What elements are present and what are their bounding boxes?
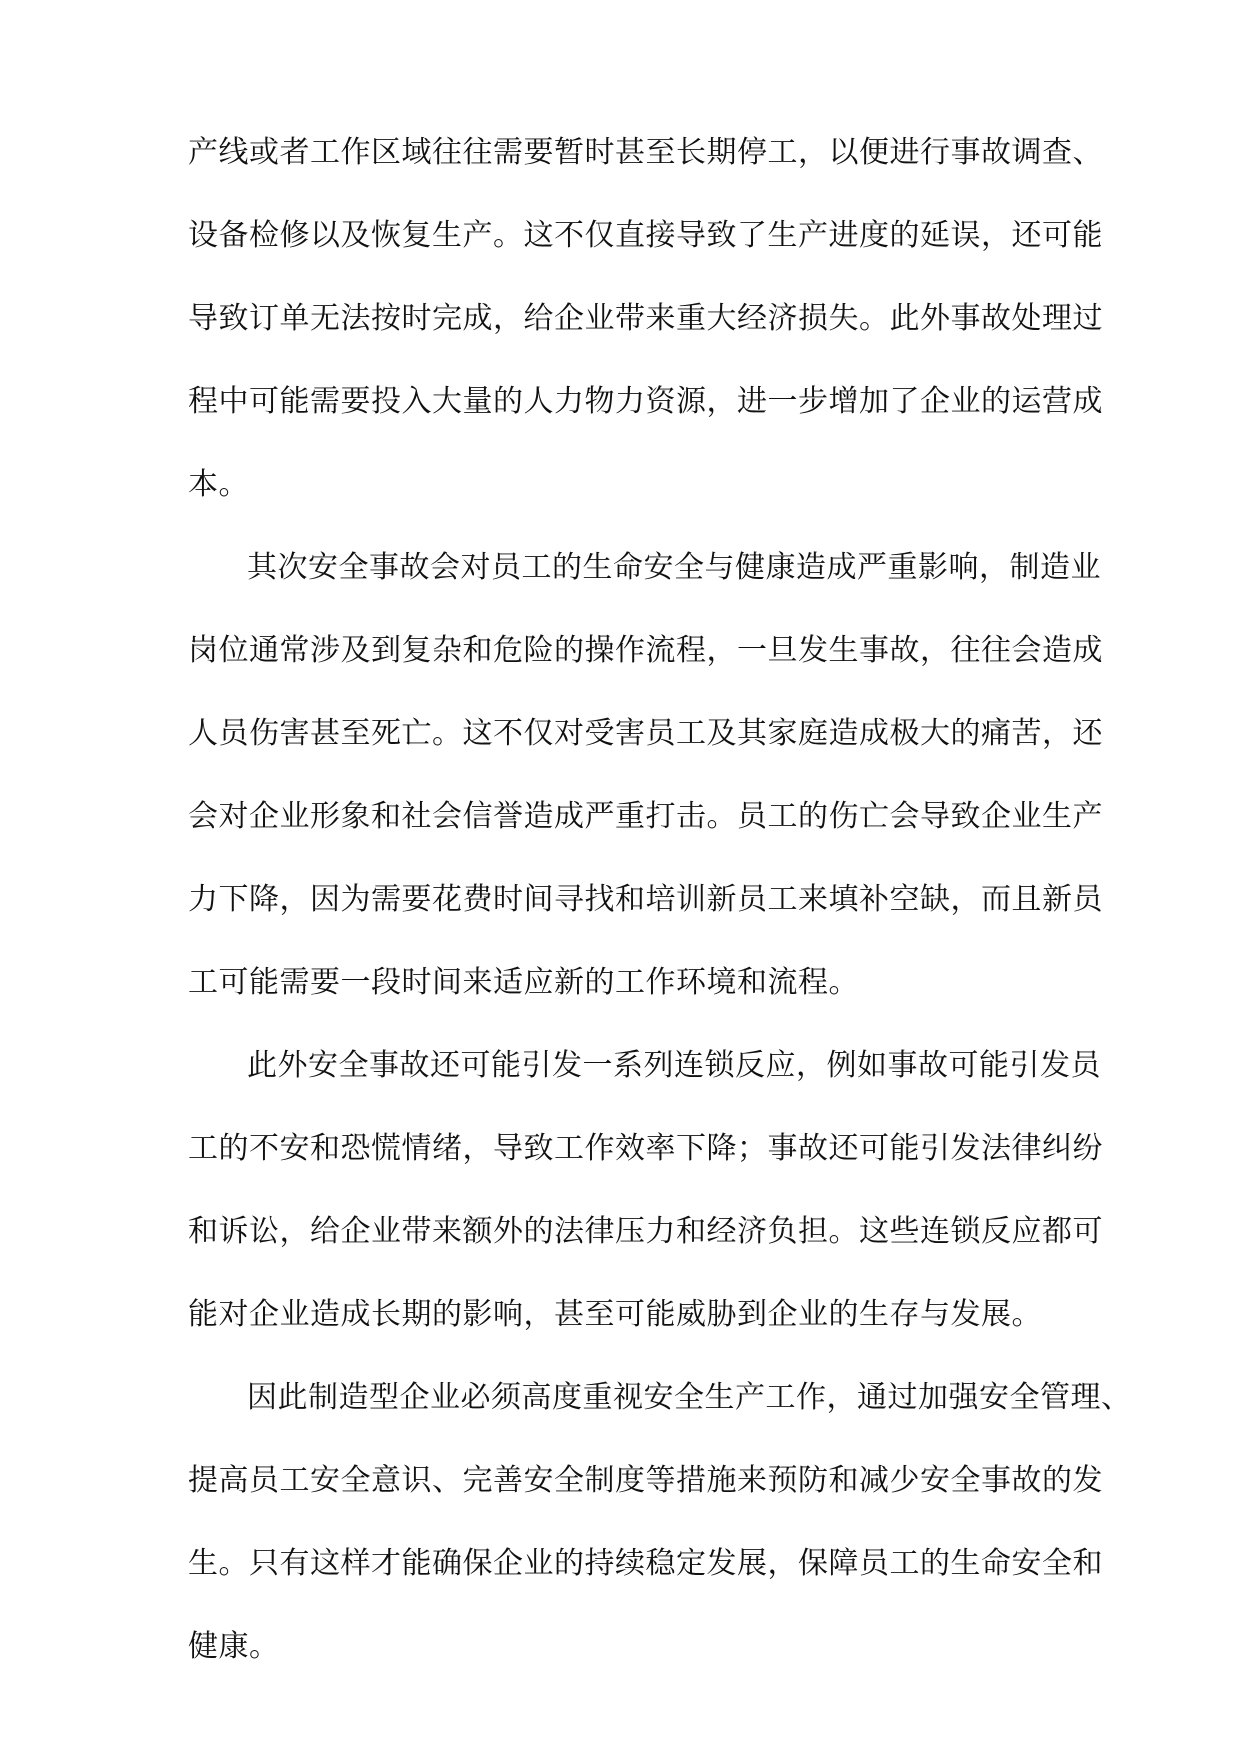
text-line: 能对企业造成长期的影响，甚至可能威胁到企业的生存与发展。: [188, 1297, 1042, 1332]
text-line: 和诉讼，给企业带来额外的法律压力和经济负担。这些连锁反应都可: [188, 1214, 1103, 1249]
text-line: 产线或者工作区域往往需要暂时甚至长期停工，以便进行事故调查、: [188, 135, 1103, 170]
paragraph-chain-reaction: [188, 1033, 1103, 1365]
text-line: 生。只有这样才能确保企业的持续稳定发展，保障员工的生命安全和: [188, 1546, 1103, 1581]
text-line: 此外安全事故还可能引发一系列连锁反应，例如事故可能引发员: [247, 1048, 1101, 1083]
text-line: 设备检修以及恢复生产。这不仅直接导致了生产进度的延误，还可能: [188, 218, 1103, 253]
text-line: 人员伤害甚至死亡。这不仅对受害员工及其家庭造成极大的痛苦，还: [188, 716, 1103, 751]
text-line: 因此制造型企业必须高度重视安全生产工作，通过加强安全管理、: [247, 1380, 1132, 1415]
paragraph-employee-safety: [188, 535, 1103, 1033]
text-line: 工的不安和恐慌情绪，导致工作效率下降；事故还可能引发法律纠纷: [188, 1131, 1103, 1166]
document-page: [188, 120, 1132, 1697]
text-line: 岗位通常涉及到复杂和危险的操作流程，一旦发生事故，往往会造成: [188, 633, 1103, 668]
text-line: 本。: [188, 467, 249, 502]
text-line: 工可能需要一段时间来适应新的工作环境和流程。: [188, 965, 859, 1000]
text-line: 健康。: [188, 1629, 280, 1664]
text-line: 程中可能需要投入大量的人力物力资源，进一步增加了企业的运营成: [188, 384, 1103, 419]
text-line: 其次安全事故会对员工的生命安全与健康造成严重影响，制造业: [247, 550, 1101, 585]
text-line: 会对企业形象和社会信誉造成严重打击。员工的伤亡会导致企业生产: [188, 799, 1103, 834]
text-line: 导致订单无法按时完成，给企业带来重大经济损失。此外事故处理过: [188, 301, 1103, 336]
paragraph-conclusion: [188, 1365, 1132, 1697]
text-line: 力下降，因为需要花费时间寻找和培训新员工来填补空缺，而且新员: [188, 882, 1103, 917]
paragraph-continued: [188, 120, 1103, 535]
text-line: 提高员工安全意识、完善安全制度等措施来预防和减少安全事故的发: [188, 1463, 1103, 1498]
